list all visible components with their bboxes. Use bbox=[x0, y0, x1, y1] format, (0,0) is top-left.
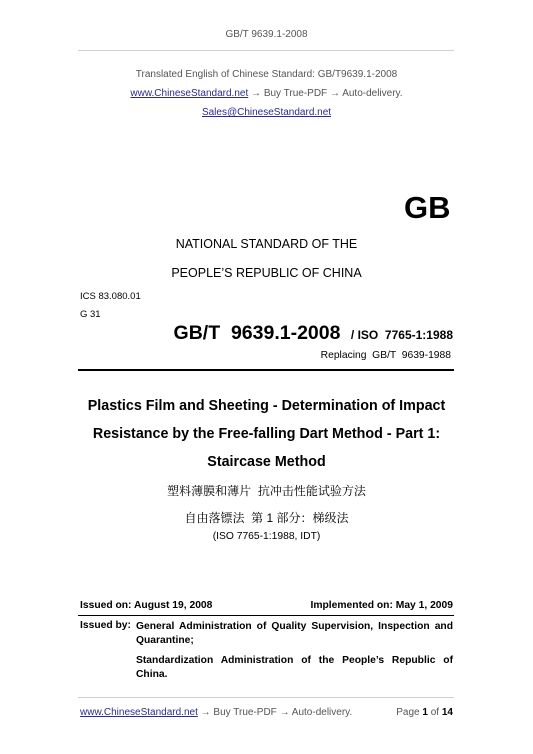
page-indicator bbox=[396, 707, 453, 718]
implemented-on: Implemented on: May 1, 2009 bbox=[310, 600, 453, 611]
issued-by-label: Issued by: bbox=[80, 620, 131, 631]
page-label: Page bbox=[396, 707, 420, 718]
of-label: of bbox=[430, 707, 440, 718]
header-doc-code: GB/T 9639.1-2008 bbox=[225, 29, 308, 40]
iso-reference: / ISO 7765-1:1988 bbox=[350, 328, 453, 342]
sales-email-link[interactable]: Sales@ChineseStandard.net bbox=[201, 107, 332, 118]
standard-number: GB/T 9639.1-2008 bbox=[173, 322, 341, 344]
title-line-3: Staircase Method bbox=[207, 454, 326, 470]
translated-line: Translated English of Chinese Standard: GB/T9639.1-2008 bbox=[135, 69, 398, 80]
org-line-1: NATIONAL STANDARD OF THE bbox=[175, 237, 358, 251]
header-divider bbox=[78, 50, 454, 51]
org-line-2: PEOPLE’S REPUBLIC OF CHINA bbox=[171, 266, 362, 280]
page-number: 1 bbox=[422, 707, 428, 718]
footer-buy-link[interactable]: Buy True-PDF bbox=[213, 707, 277, 718]
standard-number-row bbox=[174, 322, 453, 345]
arrow-right-icon: → bbox=[251, 88, 262, 99]
issuer-2: Standardization Administration of the People’s Republic of China. bbox=[136, 655, 453, 680]
idt-note: (ISO 7765-1:1988, IDT) bbox=[212, 531, 321, 542]
footer-divider bbox=[78, 697, 454, 698]
gb-mark: GB bbox=[404, 190, 451, 225]
replacing-note: Replacing GB/T 9639-1988 bbox=[320, 350, 451, 361]
ccs-code: G 31 bbox=[80, 309, 101, 320]
header-promo-line bbox=[0, 88, 533, 99]
title-line-2: Resistance by the Free-falling Dart Method - Part 1: bbox=[92, 426, 441, 442]
arrow-right-icon: → bbox=[279, 707, 290, 718]
chinese-title-1: 塑料薄膜和薄片 抗冲击性能试验方法 bbox=[167, 484, 366, 498]
chinese-title-2: 自由落镖法 第 1 部分：梯级法 bbox=[184, 511, 349, 525]
title-divider bbox=[78, 369, 454, 371]
ics-code: ICS 83.080.01 bbox=[80, 291, 141, 302]
page-total: 14 bbox=[441, 707, 453, 718]
issued-divider bbox=[78, 615, 454, 616]
issuer-1: General Administration of Quality Supervision, Inspection and Quarantine; bbox=[136, 621, 453, 646]
arrow-right-icon: → bbox=[329, 88, 340, 99]
header-buy-link[interactable]: Buy True-PDF bbox=[263, 88, 328, 99]
arrow-right-icon: → bbox=[200, 707, 211, 718]
title-line-1: Plastics Film and Sheeting - Determination of Impact bbox=[87, 398, 446, 414]
issued-on: Issued on: August 19, 2008 bbox=[80, 600, 213, 611]
header-delivery-text: Auto-delivery. bbox=[342, 88, 403, 99]
footer-promo-line bbox=[80, 707, 352, 718]
footer-website-link[interactable]: www.ChineseStandard.net bbox=[80, 707, 198, 718]
header-website-link[interactable]: www.ChineseStandard.net bbox=[130, 88, 249, 99]
footer-delivery-text: Auto-delivery. bbox=[291, 707, 353, 718]
header-email-row bbox=[0, 107, 533, 118]
